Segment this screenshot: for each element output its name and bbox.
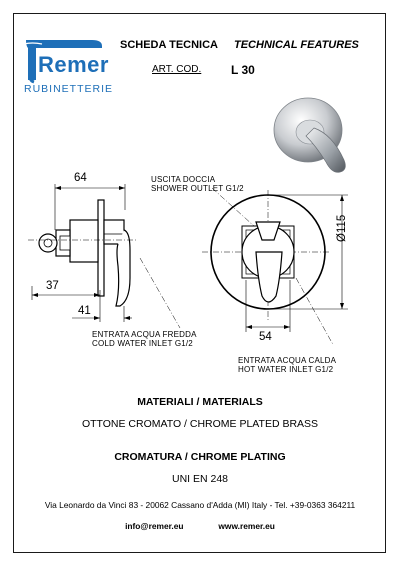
cold-water-inlet-label-en: COLD WATER INLET G1/2 — [92, 339, 193, 348]
footer-website[interactable]: www.remer.eu — [218, 521, 275, 531]
hot-water-inlet-label — [238, 356, 336, 374]
dimension-54: 54 — [259, 331, 272, 343]
cold-water-inlet-label — [92, 330, 197, 348]
materials-heading: MATERIALI / MATERIALS — [137, 396, 263, 408]
dimension-37: 37 — [46, 280, 59, 292]
shower-outlet-label-it: USCITA DOCCIA — [151, 175, 216, 184]
dimension-64: 64 — [74, 172, 87, 184]
shower-outlet-label-en: SHOWER OUTLET G1/2 — [151, 184, 244, 193]
dimension-41: 41 — [78, 305, 91, 317]
dimension-diameter: Ø115 — [336, 214, 348, 242]
brand-subtitle: RUBINETTERIE — [24, 83, 114, 95]
side-view-drawing — [20, 170, 210, 345]
product-photo — [270, 90, 366, 186]
footer-contacts — [0, 516, 400, 534]
title-italian: SCHEDA TECNICA — [120, 39, 218, 51]
hot-water-inlet-label-it: ENTRATA ACQUA CALDA — [238, 356, 337, 365]
footer-address: Via Leonardo da Vinci 83 - 20062 Cassano d'Adda (MI) Italy - Tel. +39-0363 364211 — [44, 500, 356, 510]
shower-outlet-label — [151, 175, 244, 193]
front-view-drawing — [200, 180, 360, 345]
article-code-label: ART. COD. — [152, 64, 202, 75]
hot-water-inlet-label-en: HOT WATER INLET G1/2 — [238, 365, 334, 374]
footer-email[interactable]: info@remer.eu — [125, 521, 184, 531]
title-english: TECHNICAL FEATURES — [234, 39, 359, 51]
plating-value: UNI EN 248 — [171, 473, 229, 485]
materials-value: OTTONE CROMATO / CHROME PLATED BRASS — [81, 418, 319, 430]
plating-heading: CROMATURA / CHROME PLATING — [114, 451, 286, 463]
article-code-value: L 30 — [231, 63, 255, 77]
cold-water-inlet-label-it: ENTRATA ACQUA FREDDA — [92, 330, 197, 339]
brand-name: Remer — [38, 52, 109, 77]
